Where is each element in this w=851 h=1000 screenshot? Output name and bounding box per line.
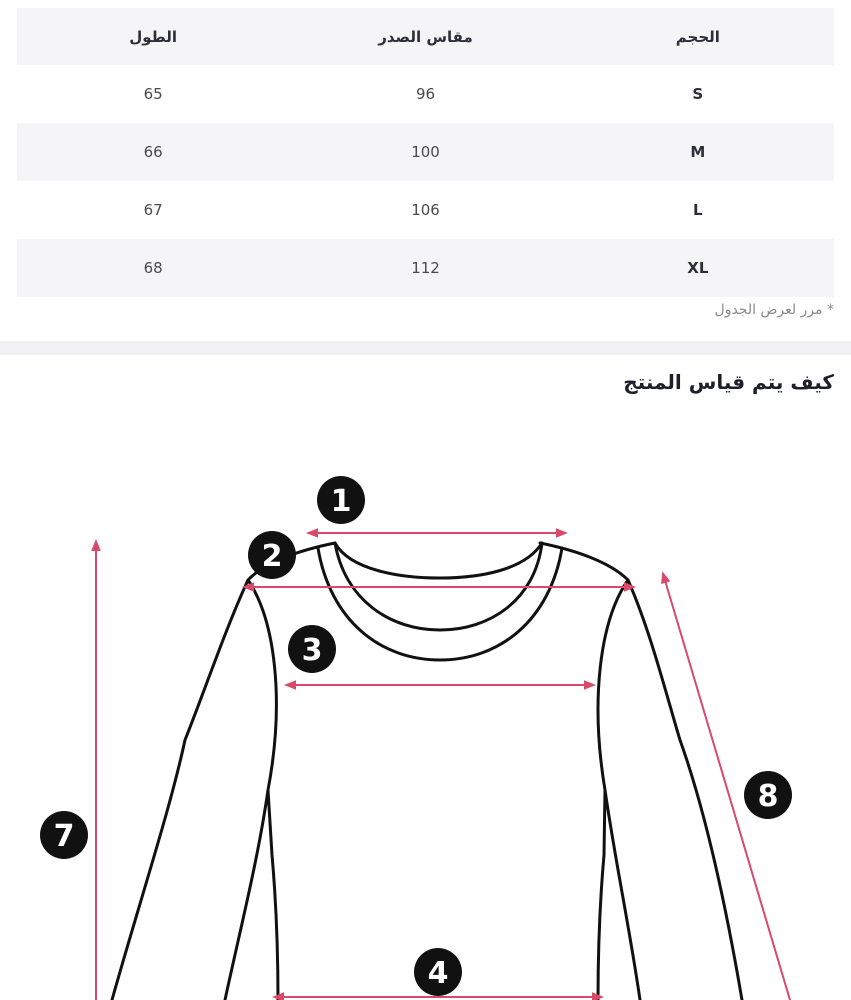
chest-cell: 112 — [411, 259, 440, 277]
collar-inner — [335, 543, 542, 578]
marker-1 — [317, 476, 365, 524]
marker-2 — [248, 531, 296, 579]
marker-8-label: 8 — [757, 779, 779, 814]
header-size: الحجم — [675, 27, 720, 46]
chest-cell: 96 — [415, 85, 436, 103]
table-header-row — [17, 8, 834, 65]
measurement-lines — [96, 533, 790, 1000]
length-cell: 65 — [143, 85, 163, 103]
table-row — [17, 239, 834, 297]
length-cell: 68 — [143, 259, 163, 277]
marker-3 — [288, 625, 336, 673]
marker-1-label: 1 — [330, 484, 352, 519]
size-cell: M — [690, 143, 706, 161]
marker-4-label: 4 — [427, 956, 449, 991]
sweater-body-outline — [112, 543, 742, 1000]
table-row — [17, 123, 834, 181]
size-cell: L — [693, 201, 703, 219]
marker-4 — [414, 948, 462, 996]
table-row — [17, 181, 834, 239]
header-length: الطول — [129, 27, 178, 46]
marker-3-label: 3 — [301, 633, 323, 668]
table-row — [17, 65, 834, 123]
marker-7-label: 7 — [53, 819, 75, 854]
size-cell: S — [692, 85, 704, 103]
marker-8 — [744, 771, 792, 819]
length-cell: 67 — [143, 201, 163, 219]
section-divider — [0, 341, 851, 355]
length-cell: 66 — [143, 143, 163, 161]
header-chest: مقاس الصدر — [378, 27, 473, 46]
scroll-hint: * مرر لعرض الجدول — [714, 302, 834, 318]
collar-outer — [318, 548, 562, 660]
size-chart-table — [17, 8, 834, 297]
size-cell: XL — [687, 259, 709, 277]
chest-cell: 106 — [411, 201, 440, 219]
marker-7 — [40, 811, 88, 859]
measure-section-title: كيف يتم قياس المنتج — [623, 370, 834, 394]
sweater-outline — [112, 543, 742, 1000]
chest-cell: 100 — [411, 143, 440, 161]
sweater-measurement-diagram — [0, 400, 851, 1000]
marker-2-label: 2 — [261, 539, 283, 574]
